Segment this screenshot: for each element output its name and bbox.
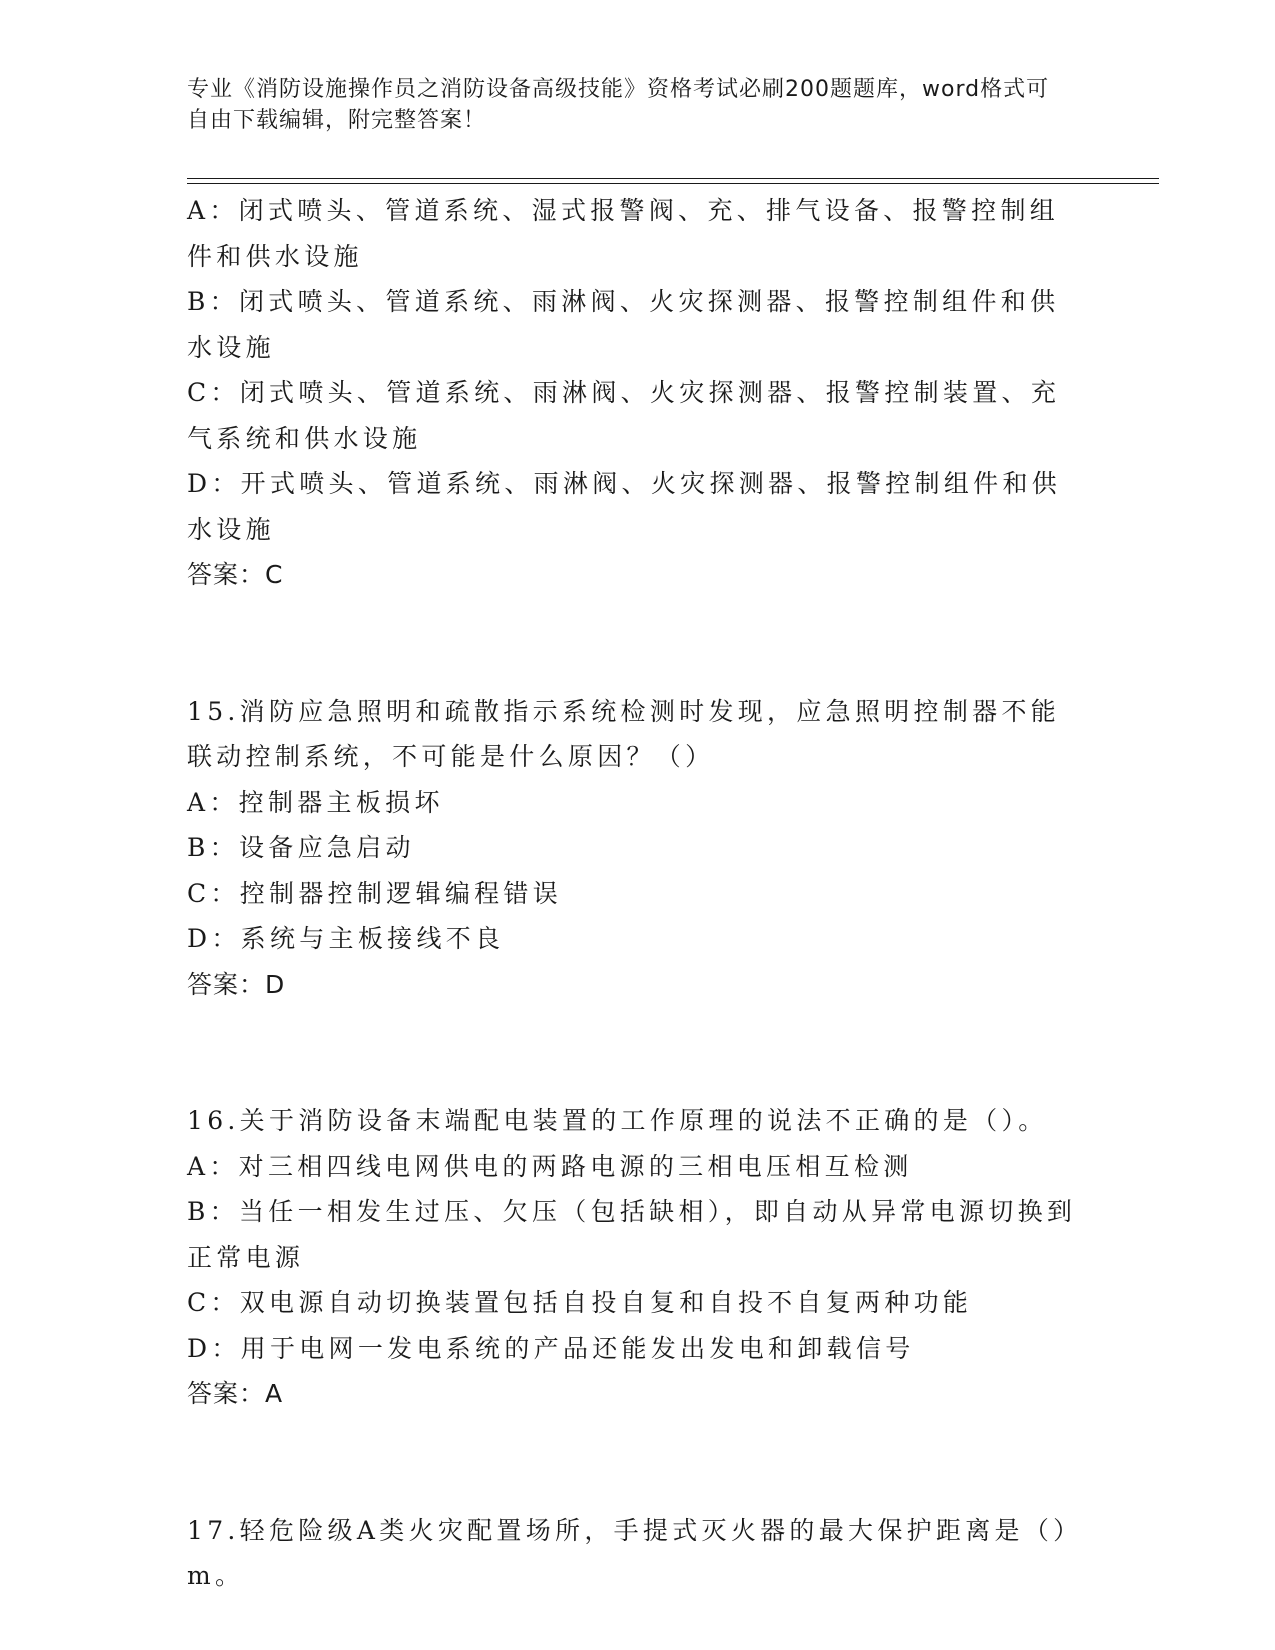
question-block-17 — [187, 1508, 1077, 1599]
question-text: 16.关于消防设备末端配电装置的工作原理的说法不正确的是（）。 — [187, 1106, 1048, 1135]
answer-label: 答案：A — [187, 1379, 284, 1408]
option-c: C：控制器控制逻辑编程错误 — [187, 878, 563, 908]
option-c: C：双电源自动切换装置包括自投自复和自投不自复两种功能 — [187, 1288, 973, 1317]
question-text: 15.消防应急照明和疏散指示系统检测时发现，应急照明控制器不能联动控制系统，不可能是什么原因？（） — [187, 696, 1061, 771]
option-b: B：闭式喷头、管道系统、雨淋阀、火灾探测器、报警控制组件和供水设施 — [187, 287, 1060, 362]
question-block-16 — [187, 1098, 1077, 1417]
option-b: B：设备应急启动 — [187, 833, 415, 862]
header-rule-top — [187, 178, 1159, 179]
answer-label: 答案：D — [187, 969, 286, 999]
option-d: D：用于电网一发电系统的产品还能发出发电和卸载信号 — [187, 1333, 915, 1363]
option-a: A：对三相四线电网供电的两路电源的三相电压相互检测 — [187, 1151, 913, 1181]
option-a: A：闭式喷头、管道系统、湿式报警阀、充、排气设备、报警控制组件和供水设施 — [187, 196, 1060, 271]
option-d: D：开式喷头、管道系统、雨淋阀、火灾探测器、报警控制组件和供水设施 — [187, 469, 1062, 544]
document-header: 专业《消防设施操作员之消防设备高级技能》资格考试必刷200题题库，word格式可自由下载编辑，附完整答案！ — [187, 77, 1050, 133]
question-list — [187, 188, 1077, 1599]
option-a: A：控制器主板损坏 — [187, 787, 444, 817]
answer-label: 答案：C — [187, 560, 284, 589]
option-c: C：闭式喷头、管道系统、雨淋阀、火灾探测器、报警控制装置、充气系统和供水设施 — [187, 378, 1061, 453]
option-b: B：当任一相发生过压、欠压（包括缺相），即自动从异常电源切换到正常电源 — [187, 1197, 1077, 1272]
question-text: 17.轻危险级A类火灾配置场所，手提式灭火器的最大保护距离是（）m。 — [187, 1515, 1070, 1590]
question-block-14 — [187, 188, 1077, 598]
question-block-15 — [187, 689, 1077, 1008]
option-d: D：系统与主板接线不良 — [187, 924, 505, 953]
header-rule-bottom — [187, 183, 1159, 184]
